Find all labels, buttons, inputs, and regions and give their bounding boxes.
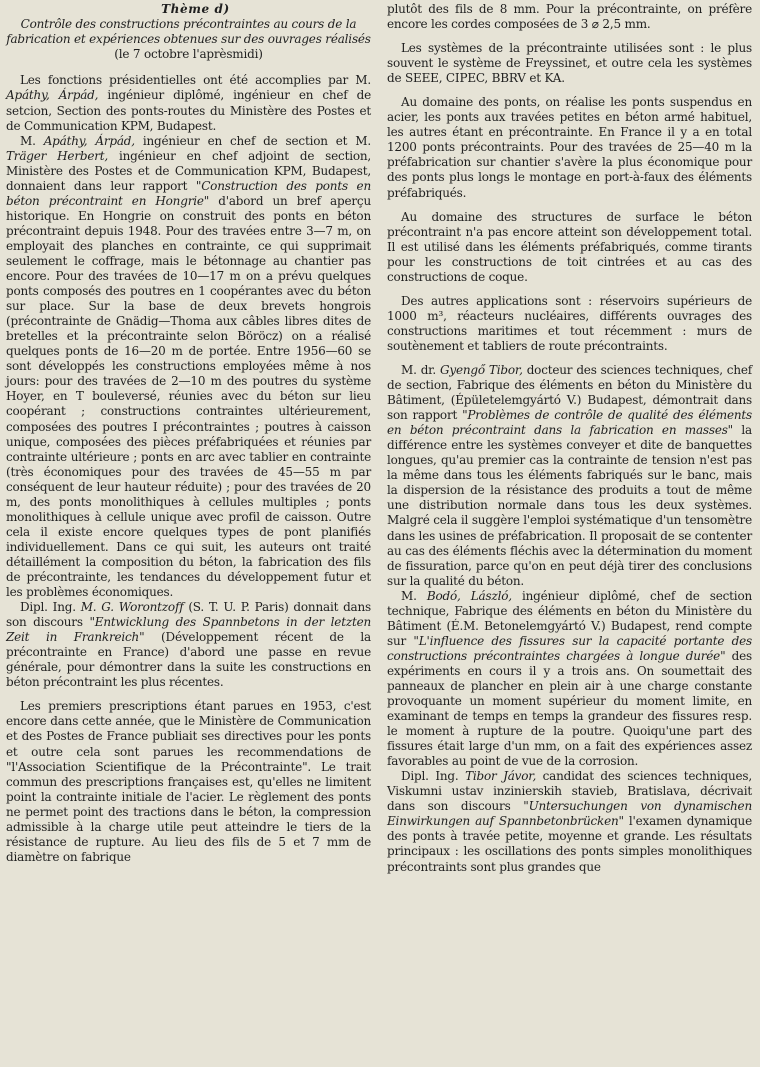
paragraph-surface-structures: Au domaine des structures de surface le béton précontraint n'a pas encore atteint son développement total. Il est utilisé dans les éléments préfabriqués, comme tirants pour les constructions de toit cintrées et au cas des constructions de coque. [387,209,752,284]
person-name: Apáthy, Árpád, [43,133,135,148]
report-title: "Entwicklung des Spannbetons in der letzten Zeit in Frankreich" [6,615,372,645]
text-run: M. [20,133,44,148]
person-name: M. G. Worontzoff [80,600,184,615]
theme-label: Thème d) [161,2,230,16]
text-run: M. [401,588,427,603]
text-run: d'abord un bref aperçu historique. En Hongrie on construit des ponts en béton précontraint depuis 1948. Pour des travées entre 3—7 m, on employait des planches en contrainte, ce qui supprimait seulement le coffrage, mais le bétonnage au chantier pas encore. Pour des travées de 10—17 m on a prévu quelques ponts composés des poutres en 1 coopérantes avec du béton sur place. Sur la base de deux brevets hongrois (précontrainte de Gnädig—Thoma aux câbles libres dites de bretelles et la précontrainte selon Böröcz) on a réalisé quelques ponts de 16—20 m de portée. Entre 1956—60 se sont développés les constructions employées même à nos jours: pour des travées de 2—10 m des poutres du système Hoyer, en T bouleversé, réunies avec du béton sur lieu coopérant ; constructions contraintes ultérieurement, composées des poutres I précontraintes ; poutres à caisson unique, composées des pièces préfabriquées et réunies par contrainte ultérieure ; ponts en arc avec tablier en contrainte (très économiques pour des travées de 45—55 m par conséquent de leur hauteur réduite) ; pour des travées de 20 m, des ponts monolithiques à cellules multiples ; ponts monolithiques à cellule unique avec profil de caisson. Outre cela il existe encore quelques types de pont planifiés individuellement. Dans ce qui suit, les auteurs ont traité détaillément la composition du béton, la fabrication des fils de précontrainte, les tendances du développement futur et les problèmes économiques. [6,193,371,600]
person-name: Träger Herbert, [6,148,109,163]
text-run: la différence entre les systèmes conveyer et dite de banquettes longues, qu'au premier cas la contrainte de tension n'est pas la même dans tous les éléments fabriqués sur le banc, mais la dispersion de la résistance des produits a tout de même une distribution normale dans tous les deux systèmes. Malgré cela il suggère l'emploi systématique d'un tensomètre dans les usines de préfabrication. Il proposait de se contenter au cas des éléments fléchis avec la détermination du moment de fissuration, parce qu'on en peut déjà tirer des conclusions sur la qualité du béton. [387,423,752,588]
text-run: Les fonctions présidentielles ont été accomplies par M. [20,73,371,88]
paragraph-bridges: Au domaine des ponts, on réalise les ponts suspendus en acier, les ponts aux travées petites en béton armé habituel, les autres étant en précontrainte. En France il y a en total 1200 ponts précontraints. Pour des travées de 25—40 m la préfabrication sur chantier s'avère la plus économique pour des ponts plus longs le montage en port-à-faux des éléments préfabriqués. [387,95,752,200]
text-run: ingénieur en chef adjoint de section, Ministère des Postes et de Communication KPM, Budapest, donnaient dans leur rapport [6,148,371,193]
paragraph-other-applications: Des autres applications sont : réservoirs supérieurs de 1000 m³, réacteurs nucléaires, différents ouvrages des constructions maritimes et tout récemment : murs de soutènement et tabliers de route précontraints. [387,293,752,353]
paragraph-bodo [387,589,752,770]
text-run: ingénieur diplômé, chef de section technique, Fabrique des éléments en béton du Ministère du Bâtiment (É.M. Betonelemgyártó V.) Budapest, rend compte sur [387,588,752,648]
text-run: (S. T. U. P. Paris) donnait dans son discours [6,600,371,630]
right-column [387,2,752,1067]
paragraph-systems: Les systèmes de la précontrainte utilisées sont : le plus souvent le système de Freyssinet, et outre cela les systèmes de SEEE, CIPEC, BBRV et KA. [387,41,752,86]
paragraph-javor [387,769,752,874]
paragraph-apathy-trager [6,134,371,600]
paragraph-worontzoff [6,600,371,690]
person-name: Bodó, László, [426,588,512,603]
report-title: "Untersuchungen von dynamischen Einwirkungen auf Spannbetonbrücken" [387,799,752,829]
paragraph-gyengo [387,363,752,589]
section-heading-date: (le 7 octobre l'aprèsmidi) [114,46,263,61]
text-run: Dipl. Ing. [20,600,81,615]
report-title: "Problèmes de contrôle de qualité des éléments en béton précontraint dans la fabrication en masses" [387,408,752,438]
person-name: Apáthy, Árpád, [6,88,99,103]
text-run: docteur des sciences techniques, chef de section, Fabrique des éléments en béton du Ministère du Bâtiment, (Épületelemgyártó V.) Budapest, démontrait dans son rapport [387,362,752,423]
person-name: Gyengő Tibor, [440,362,523,377]
text-run: ingénieur en chef de section et M. [134,133,371,148]
text-run: l'examen dynamique des ponts à travée petite, moyenne et grande. Les résultats principaux : les oscillations des ponts simples monolithiques précontraints sont plus grandes que [387,814,752,874]
text-run: candidat des sciences techniques, Viskumni ustav inzinierskih stavieb, Bratislava, décrivait dans son discours [387,769,752,814]
section-heading [6,17,371,61]
person-name: Tibor Jávor, [465,769,537,784]
report-title: "L'influence des fissures sur la capacité portante des constructions précontraintes chargées à longue durée" [387,633,753,663]
text-run: (Développement récent de la précontrainte en France) d'abord une passe en revue générale, pour démontrer dans la suite les constructions en béton précontraint les plus récentes. [6,630,371,690]
report-title: "Construction des ponts en béton précontraint en Hongrie" [6,178,371,208]
left-column [6,2,371,1067]
paragraph-french-prescriptions: Les premiers prescriptions étant parues en 1953, c'est encore dans cette année, que le Ministère de Communication et des Postes de France publiait ses directives pour les ponts et outre cela sont parues les recommendations de "l'Association Scientifique de la Précontrainte". Le trait commun des prescriptions françaises est, qu'elles ne limitent point la contrainte initiale de l'acier. Le règlement des ponts ne permet point des tractions dans le béton, la compression admissible à la charge utile peut atteindre le tiers de la résistance de rupture. Au lieu des fils de 5 et 7 mm de diamètre on fabrique [6,699,371,864]
section-heading-title: Contrôle des constructions précontraintes au cours de la fabrication et expériences obtenues sur des ouvrages réalisés [6,17,371,46]
text-run: Dipl. Ing. [401,769,466,784]
text-run: des expériments en cours il y a trois ans. On soumettait des panneaux de plancher en plein air à une charge constante provoquante un moment supérieur du moment limite, en examinant de temps en temps la grandeur des fissures resp. le moment à rupture de la poutre. Quoiqu'une part des fissures était large d'un mm, on a fait des expériences assez favorables au point de vue de la corrosion. [387,648,752,769]
text-run: ingénieur diplômé, ingénieur en chef de setcion, Section des ponts-routes du Ministère des Postes et de Communication KPM, Budapest. [6,88,371,133]
text-run: M. dr. [401,362,441,377]
paragraph-continuation: plutôt des fils de 8 mm. Pour la précontrainte, on préfère encore les cordes composées de 3 ⌀ 2,5 mm. [387,2,752,32]
paragraph-presidency [6,73,371,133]
